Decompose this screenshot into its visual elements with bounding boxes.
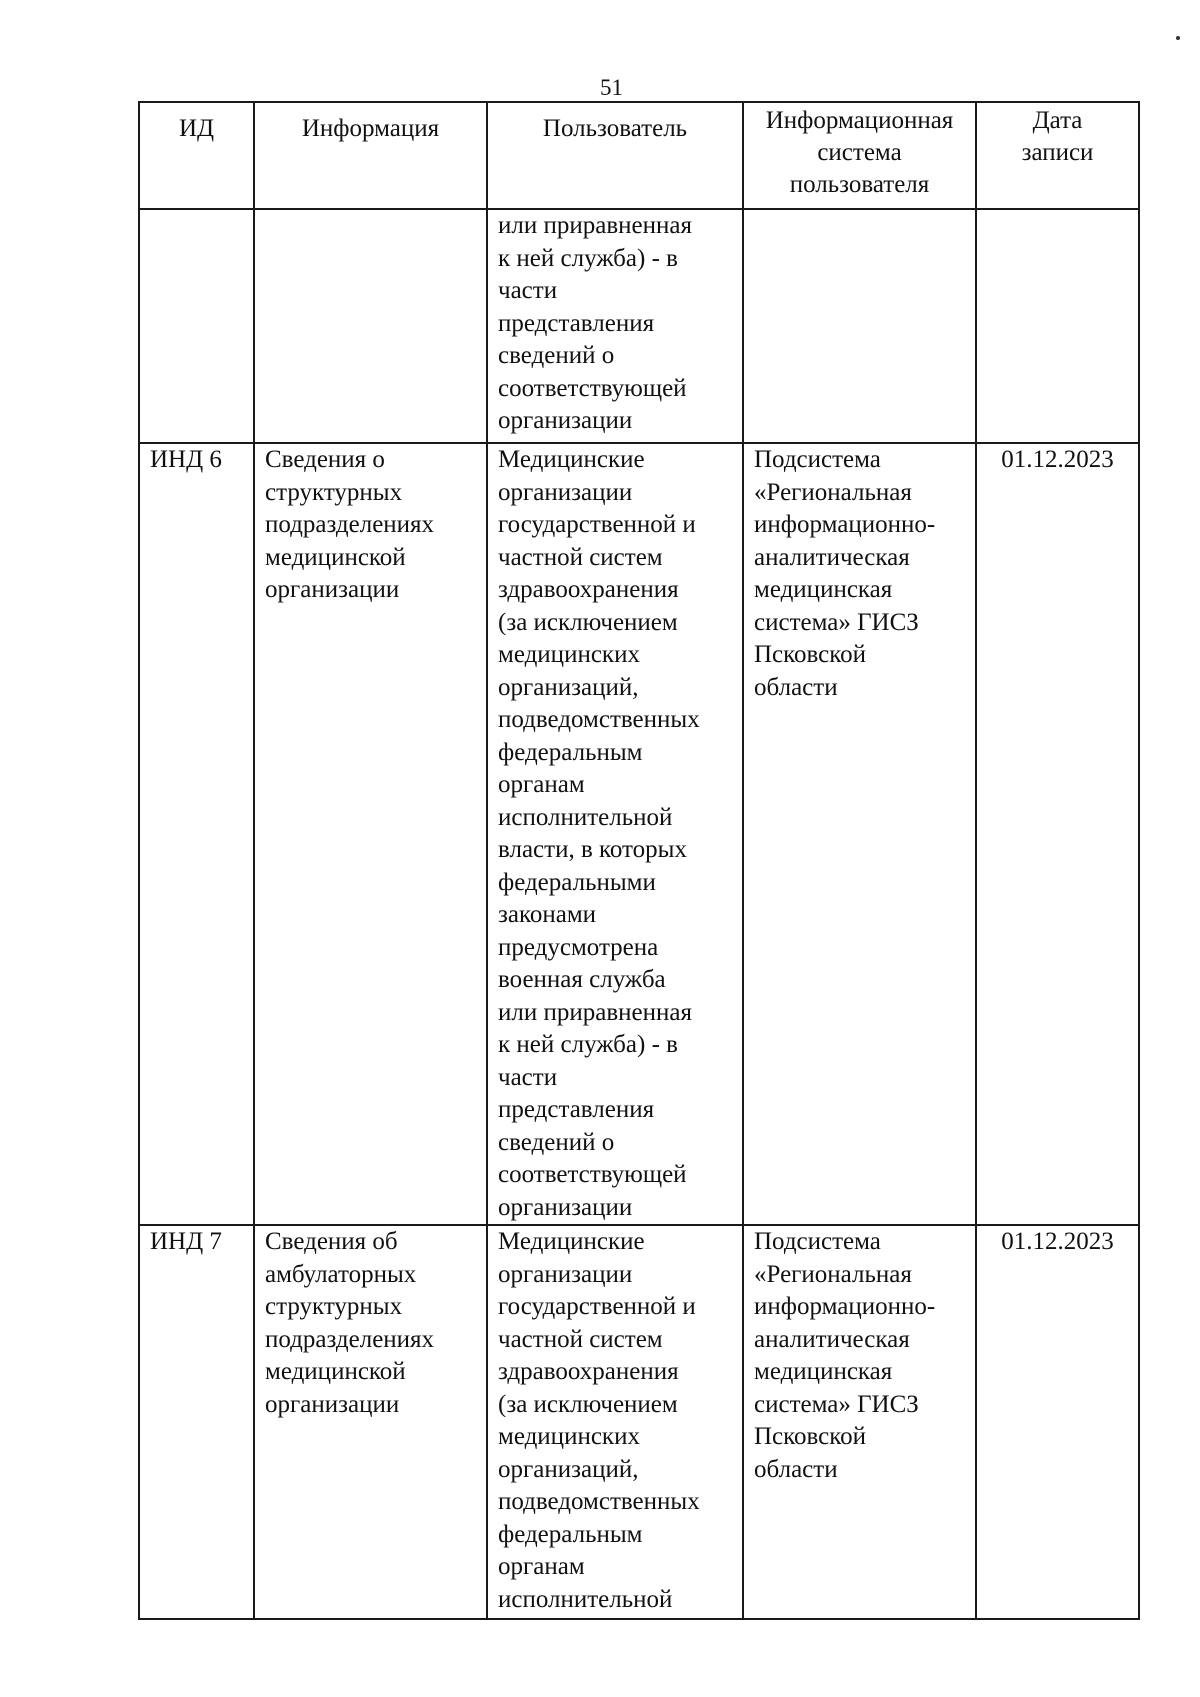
cell-id [139,209,254,443]
cell-info: Сведения о структурных подразделениях медицинской организации [254,443,487,1225]
table-row-continuation [139,209,1139,443]
cell-info [254,209,487,443]
cell-date: 01.12.2023 [976,443,1139,1225]
scan-speck [1176,36,1180,40]
cell-date: 01.12.2023 [976,1225,1139,1619]
table-header-row [139,102,1139,209]
cell-user: Медицинские организации государственной и частной систем здравоохранения (за исключением медицинских организаций, подведомственных федеральным органам исполнительной власти, в которых федеральными законами предусмотрена военная служба или приравненная к ней служба) - в части представления сведений о соответствующей организации [487,443,743,1225]
header-id: ИД [139,102,254,209]
registry-table [138,101,1140,1620]
cell-date [976,209,1139,443]
header-system: Информационная система пользователя [743,102,976,209]
cell-id: ИНД 6 [139,443,254,1225]
header-user: Пользователь [487,102,743,209]
cell-system: Подсистема «Региональная информационно- аналитическая медицинская система» ГИСЗ Псковской области [743,443,976,1225]
cell-user: или приравненная к ней служба) - в части представления сведений о соответствующей организации [487,209,743,443]
cell-info: Сведения об амбулаторных структурных подразделениях медицинской организации [254,1225,487,1619]
header-date: Дата записи [976,102,1139,209]
header-info: Информация [254,102,487,209]
cell-id: ИНД 7 [139,1225,254,1619]
table-row [139,1225,1139,1619]
cell-system [743,209,976,443]
cell-user: Медицинские организации государственной и частной систем здравоохранения (за исключением медицинских организаций, подведомственных федеральным органам исполнительной [487,1225,743,1619]
page-number: 51 [600,75,623,100]
cell-system: Подсистема «Региональная информационно- аналитическая медицинская система» ГИСЗ Псковской области [743,1225,976,1619]
table-row [139,443,1139,1225]
